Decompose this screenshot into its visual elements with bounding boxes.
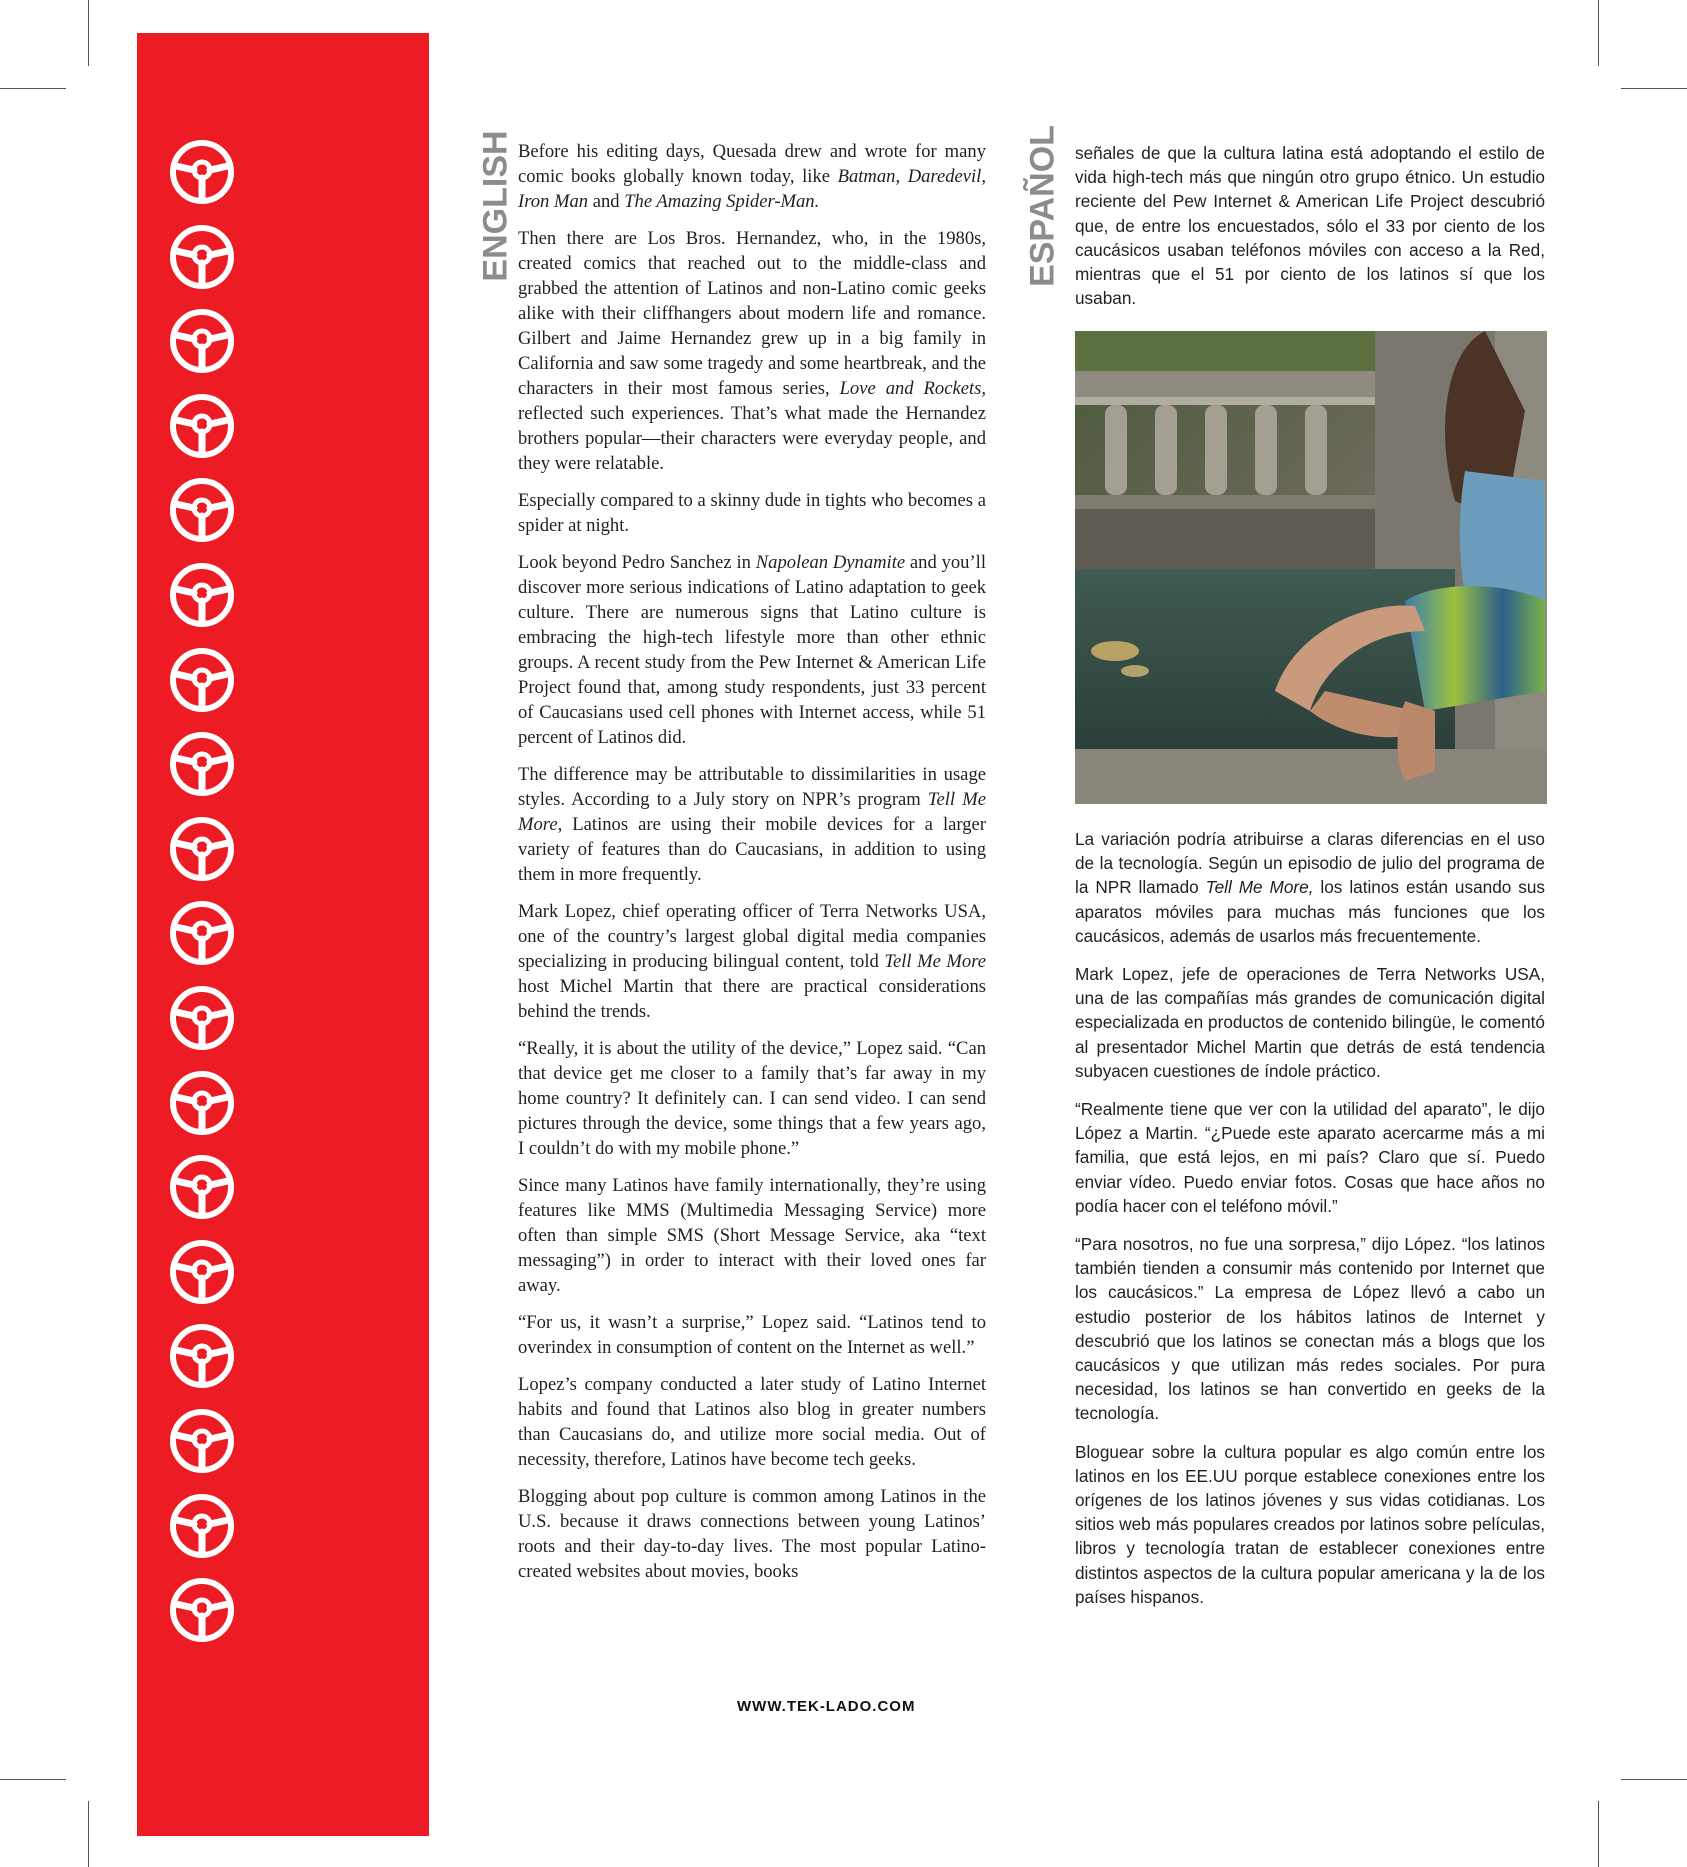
english-article-column (518, 139, 986, 1596)
crop-mark (1621, 88, 1687, 89)
steering-wheel-icon (170, 1324, 234, 1388)
paragraph: “For us, it wasn’t a surprise,” Lopez said. “Latinos tend to overindex in consumption of content on the Internet as well.” (518, 1312, 986, 1358)
paragraph: Then there are Los Bros. Hernandez, who, in the 1980s, created comics that reached out to the middle-class and grabbed the attention of Latinos and non-Latino comic geeks alike with their cliffhangers about modern life and romance. Gilbert and Jaime Hernandez grew up in a big family in California and saw some tragedy and some heartbreak, and the characters in their most famous series, Love and Rockets, reflected such experiences. That’s what made the Hernandez brothers popular—their characters were everyday people, and they were relatable. (518, 228, 987, 474)
crop-mark (1598, 0, 1599, 66)
crop-mark (0, 88, 66, 89)
paragraph: Bloguear sobre la cultura popular es algo común entre los latinos en los EE.UU porque establece conexiones entre los orígenes de los latinos jóvenes y sus vidas cotidianas. Los sitios web más populares creados por latinos sobre películas, libros y tecnología tratan de establecer conexiones entre distintos aspectos de la cultura popular americana y la de los países hispanos. (1075, 1441, 1545, 1607)
steering-wheel-icon (170, 478, 234, 542)
paragraph: Especially compared to a skinny dude in tights who becomes a spider at night. (518, 490, 986, 536)
paragraph: Lopez’s company conducted a later study of Latino Internet habits and found that Latinos also blog in greater numbers than Caucasians do, and utilize more social media. Out of necessity, therefore, Latinos have become tech geeks. (518, 1374, 986, 1470)
steering-wheel-icon (170, 394, 234, 458)
steering-wheel-icon (170, 1494, 234, 1558)
steering-wheel-icon (170, 1155, 234, 1219)
steering-wheel-icon (170, 817, 234, 881)
crop-mark (0, 1779, 66, 1780)
steering-wheel-icon (170, 1071, 234, 1135)
steering-wheel-icon (170, 648, 234, 712)
paragraph: “Realmente tiene que ver con la utilidad del aparato”, le dijo López a Martin. “¿Puede este aparato acercarme más a mi familia, que está lejos, en mi país? Claro que sí. Puedo enviar vídeo. Puedo enviar fotos. Cosas que hace años no podía hacer con el teléfono móvil.” (1075, 1099, 1545, 1216)
paragraph: Mark Lopez, chief operating officer of Terra Networks USA, one of the country’s largest global digital media companies specializing in producing bilingual content, told Tell Me More host Michel Martin that there are practical considerations behind the trends. (518, 901, 987, 1022)
article-photo (1075, 331, 1547, 804)
spanish-label: ESPAÑOL (1023, 125, 1062, 287)
paragraph: “Para nosotros, no fue una sorpresa,” dijo López. “los latinos también tienden a consumir más contenido por Internet que los caucásicos.” La empresa de López llevó a cabo un estudio posterior de los hábitos latinos de Internet y descubrió que los latinos se conectan más a blogs que los caucásicos y que utilizan más redes sociales. Por pura necesidad, los latinos se han convertido en geeks de la tecnología. (1075, 1234, 1545, 1424)
paragraph: The difference may be attributable to dissimilarities in usage styles. According to a July story on NPR’s program Tell Me More, Latinos are using their mobile devices for a larger variety of features than do Caucasians, in addition to using them in more frequently. (518, 764, 986, 885)
paragraph: Blogging about pop culture is common among Latinos in the U.S. because it draws connections between young Latinos’ roots and their day-to-day lives. The most popular Latino-created websites about movies, books (518, 1486, 986, 1582)
paragraph: Before his editing days, Quesada drew and wrote for many comic books globally known today, like Batman, Daredevil, Iron Man and The Amazing Spider-Man. (518, 141, 986, 212)
footer-website-url: WWW.TEK-LADO.COM (737, 1698, 916, 1715)
paragraph: señales de que la cultura latina está adoptando el estilo de vida high-tech más que ningún otro grupo étnico. Un estudio reciente del Pew Internet & American Life Project descubrió que, de entre los encuestados, sólo el 33 por ciento de los caucásicos usaban teléfonos móviles con acceso a la Red, mientras que el 51 por ciento de los latinos sí que los usaban. (1075, 143, 1545, 309)
english-label: ENGLISH (476, 130, 515, 282)
crop-mark (1621, 1779, 1687, 1780)
paragraph: Mark Lopez, jefe de operaciones de Terra Networks USA, una de las compañías más grandes de comunicación digital especializada en productos de contenido bilingüe, le comentó al presentador Michel Martin que detrás de está tendencia subyacen cuestiones de índole práctico. (1075, 964, 1545, 1081)
spanish-article-column-top (1075, 141, 1545, 324)
paragraph: Since many Latinos have family internationally, they’re using features like MMS (Multimedia Messaging Service) more often than simple SMS (Short Message Service, aka “text messaging”) in order to interact with their loved ones far away. (518, 1175, 986, 1296)
crop-mark (1598, 1801, 1599, 1867)
paragraph: “Really, it is about the utility of the device,” Lopez said. “Can that device get me closer to a family that’s far away in my home country? It definitely can. I can send video. I can send pictures through the device, some things that a few years ago, I couldn’t do with my mobile phone.” (518, 1038, 986, 1159)
paragraph: La variación podría atribuirse a claras diferencias en el uso de la tecnología. Según un episodio de julio del programa de la NPR llamado Tell Me More, los latinos están usando sus aparatos móviles para muchas más funciones que los caucásicos, además de usarlos más frecuentemente. (1075, 829, 1545, 946)
crop-mark (88, 0, 89, 66)
steering-wheel-icon (170, 732, 234, 796)
steering-wheel-icon (170, 140, 234, 204)
spanish-article-column-bottom (1075, 827, 1545, 1623)
steering-wheel-icon (170, 225, 234, 289)
steering-wheel-icon (170, 1409, 234, 1473)
steering-wheel-icon (170, 1578, 234, 1642)
paragraph: Look beyond Pedro Sanchez in Napolean Dynamite and you’ll discover more serious indications of Latino adaptation to geek culture. There are numerous signs that Latino culture is embracing the high-tech lifestyle more than other ethnic groups. A recent study from the Pew Internet & American Life Project found that, among study respondents, just 33 percent of Caucasians used cell phones with Internet access, while 51 percent of Latinos did. (518, 552, 986, 748)
steering-wheel-icon (170, 1240, 234, 1304)
steering-wheel-icon (170, 563, 234, 627)
crop-mark (88, 1801, 89, 1867)
steering-wheel-icon (170, 901, 234, 965)
red-side-bar (137, 33, 429, 1836)
steering-wheel-icon (170, 309, 234, 373)
steering-wheel-icon (170, 986, 234, 1050)
